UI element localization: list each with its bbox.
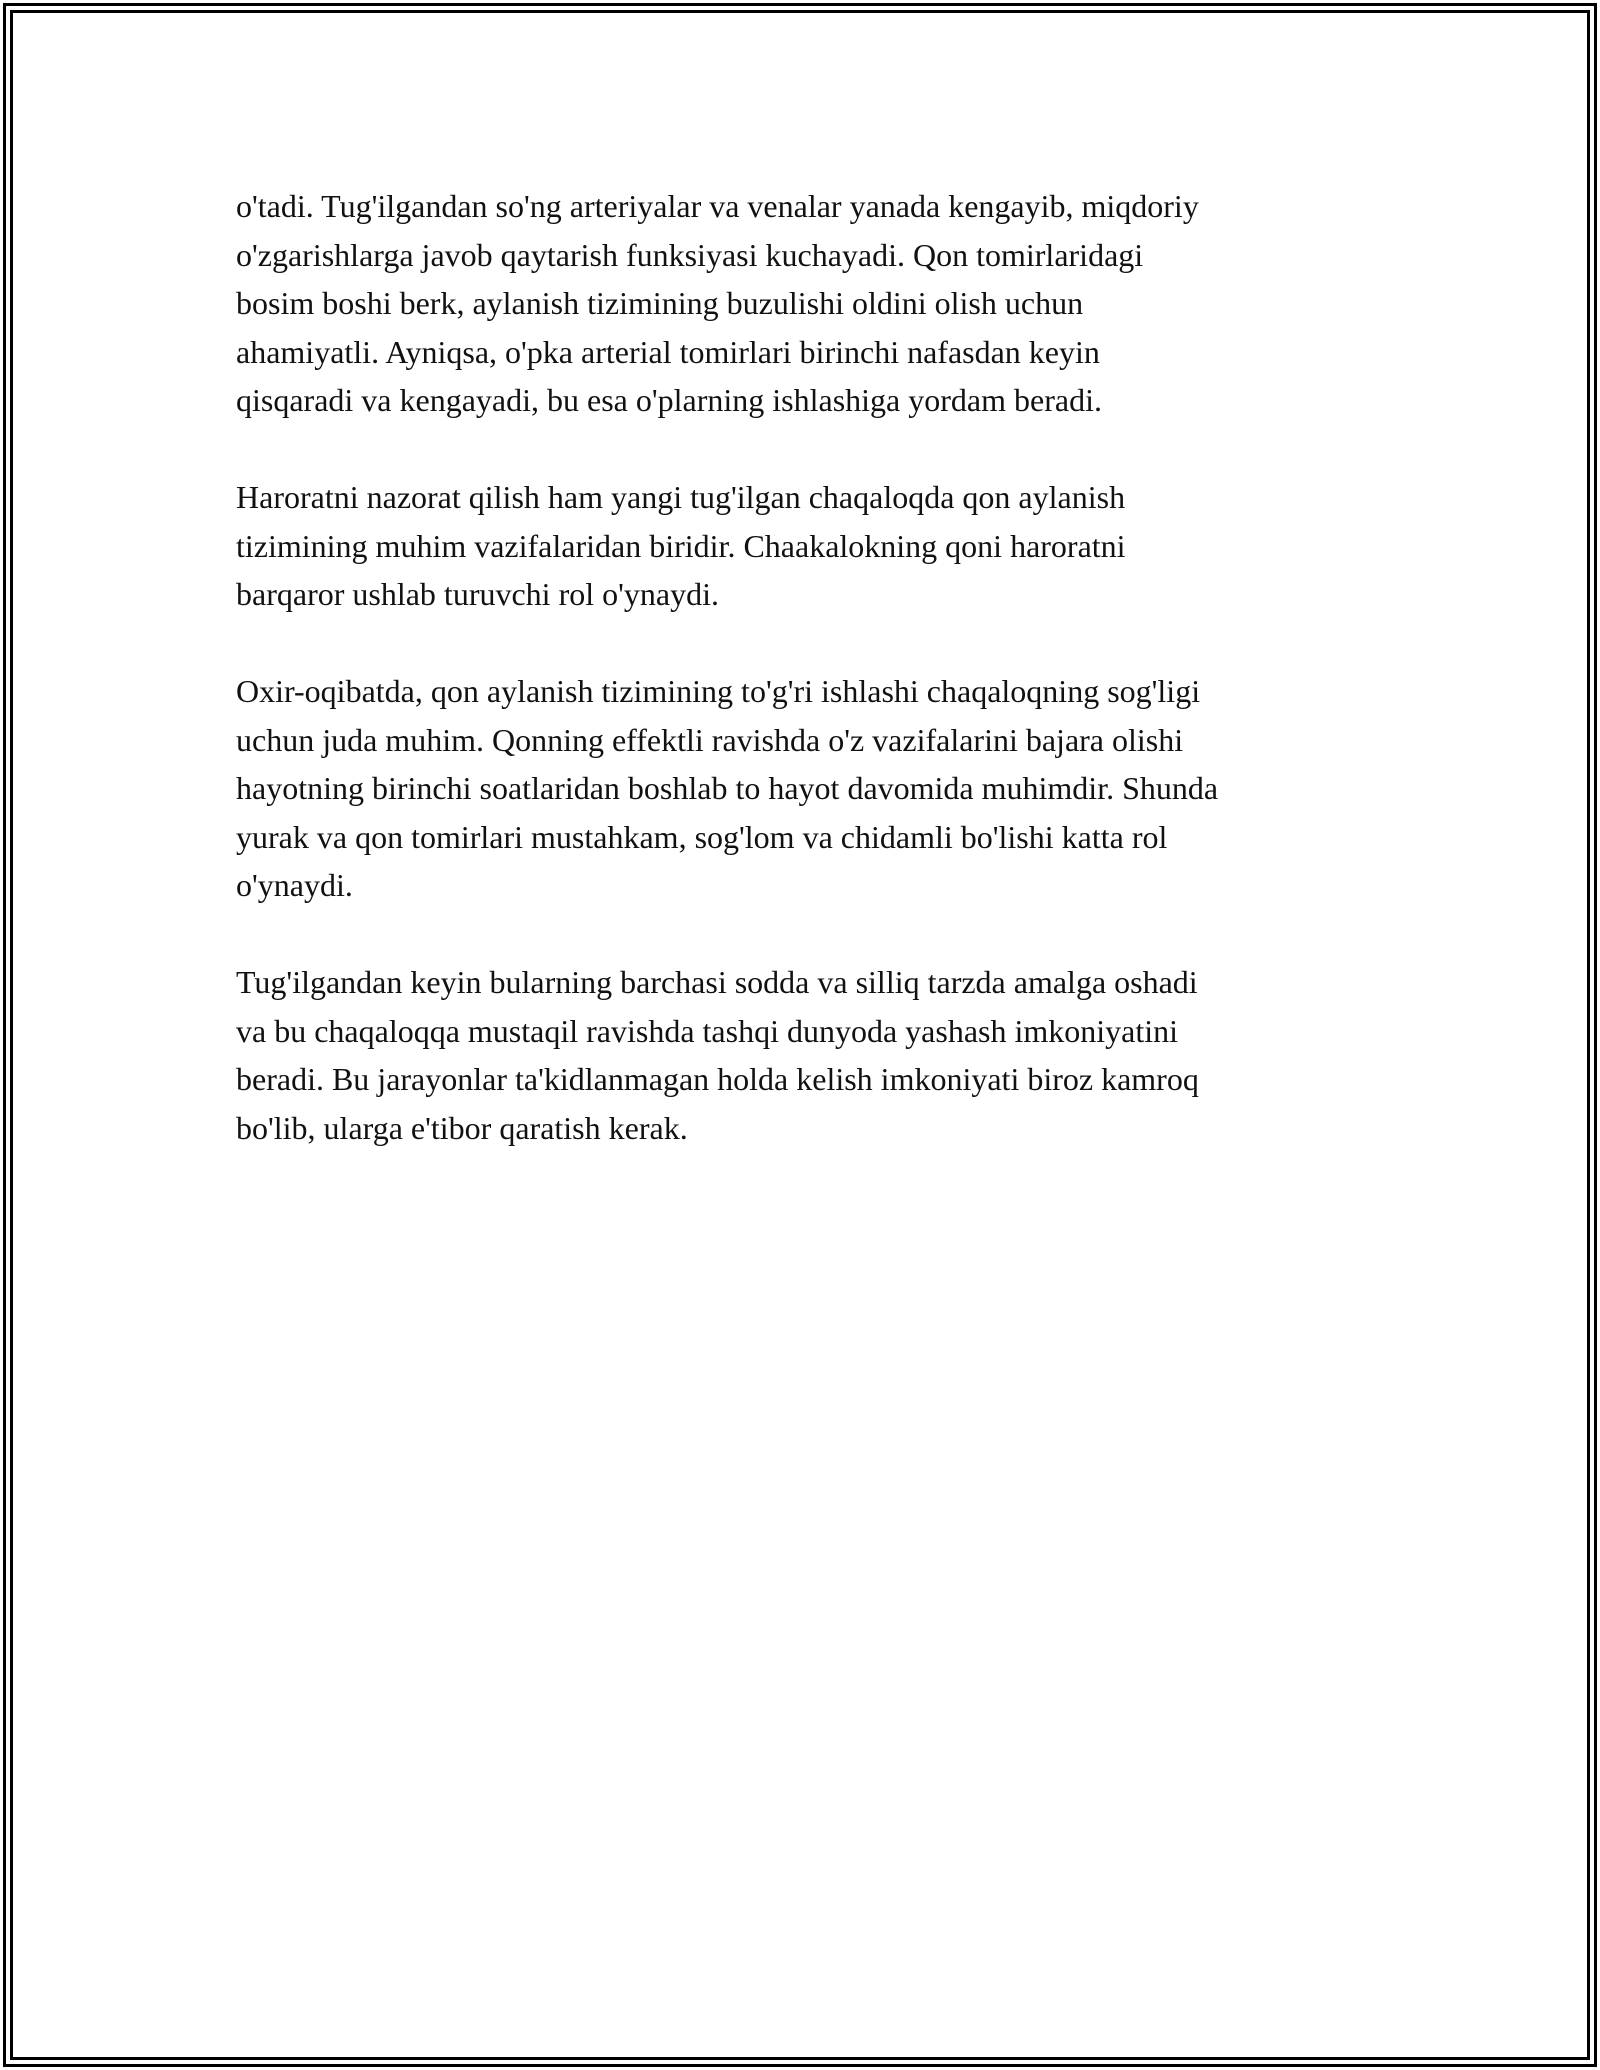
text-line: Haroratni nazorat qilish ham yangi tug'ilgan chaqaloqda qon aylanish [236, 479, 1126, 515]
text-line: bo'lib, ularga e'tibor qaratish kerak. [236, 1109, 688, 1146]
paragraph-1 [236, 182, 1406, 425]
text-line: Oxir-oqibatda, qon aylanish tizimining to'g'ri ishlashi chaqaloqning sog'ligi [236, 673, 1201, 709]
text-line: hayotning birinchi soatlaridan boshlab to hayot davomida muhimdir. Shunda [236, 770, 1219, 806]
text-line: bosim boshi berk, aylanish tizimining buzulishi oldini olish uchun [236, 285, 1084, 321]
text-line: yurak va qon tomirlari mustahkam, sog'lom va chidamli bo'lishi katta rol [236, 818, 1168, 855]
text-line: o'tadi. Tug'ilgandan so'ng arteriyalar va venalar yanada kengayib, miqdoriy [236, 188, 1199, 224]
text-line: o'ynaydi. [236, 867, 353, 903]
text-line: beradi. Bu jarayonlar ta'kidlanmagan holda kelish imkoniyati biroz kamroq [236, 1061, 1199, 1097]
paragraph-2 [236, 473, 1406, 619]
document-body [236, 182, 1406, 1201]
text-line: o'zgarishlarga javob qaytarish funksiyasi kuchayadi. Qon tomirlaridagi [236, 236, 1144, 273]
text-line: barqaror ushlab turuvchi rol o'ynaydi. [236, 576, 719, 612]
text-line: va bu chaqaloqqa mustaqil ravishda tashqi dunyoda yashash imkoniyatini [236, 1012, 1179, 1049]
text-line: uchun juda muhim. Qonning effektli ravishda o'z vazifalarini bajara olishi [236, 721, 1184, 758]
text-line: qisqaradi va kengayadi, bu esa o'plarning ishlashiga yordam beradi. [236, 382, 1102, 418]
paragraph-4 [236, 958, 1406, 1152]
text-line: ahamiyatli. Ayniqsa, o'pka arterial tomirlari birinchi nafasdan keyin [236, 333, 1100, 370]
paragraph-3 [236, 667, 1406, 910]
text-line: Tug'ilgandan keyin bularning barchasi sodda va silliq tarzda amalga oshadi [236, 964, 1198, 1000]
text-line: tizimining muhim vazifalaridan biridir. Chaakalokning qoni haroratni [236, 527, 1126, 564]
